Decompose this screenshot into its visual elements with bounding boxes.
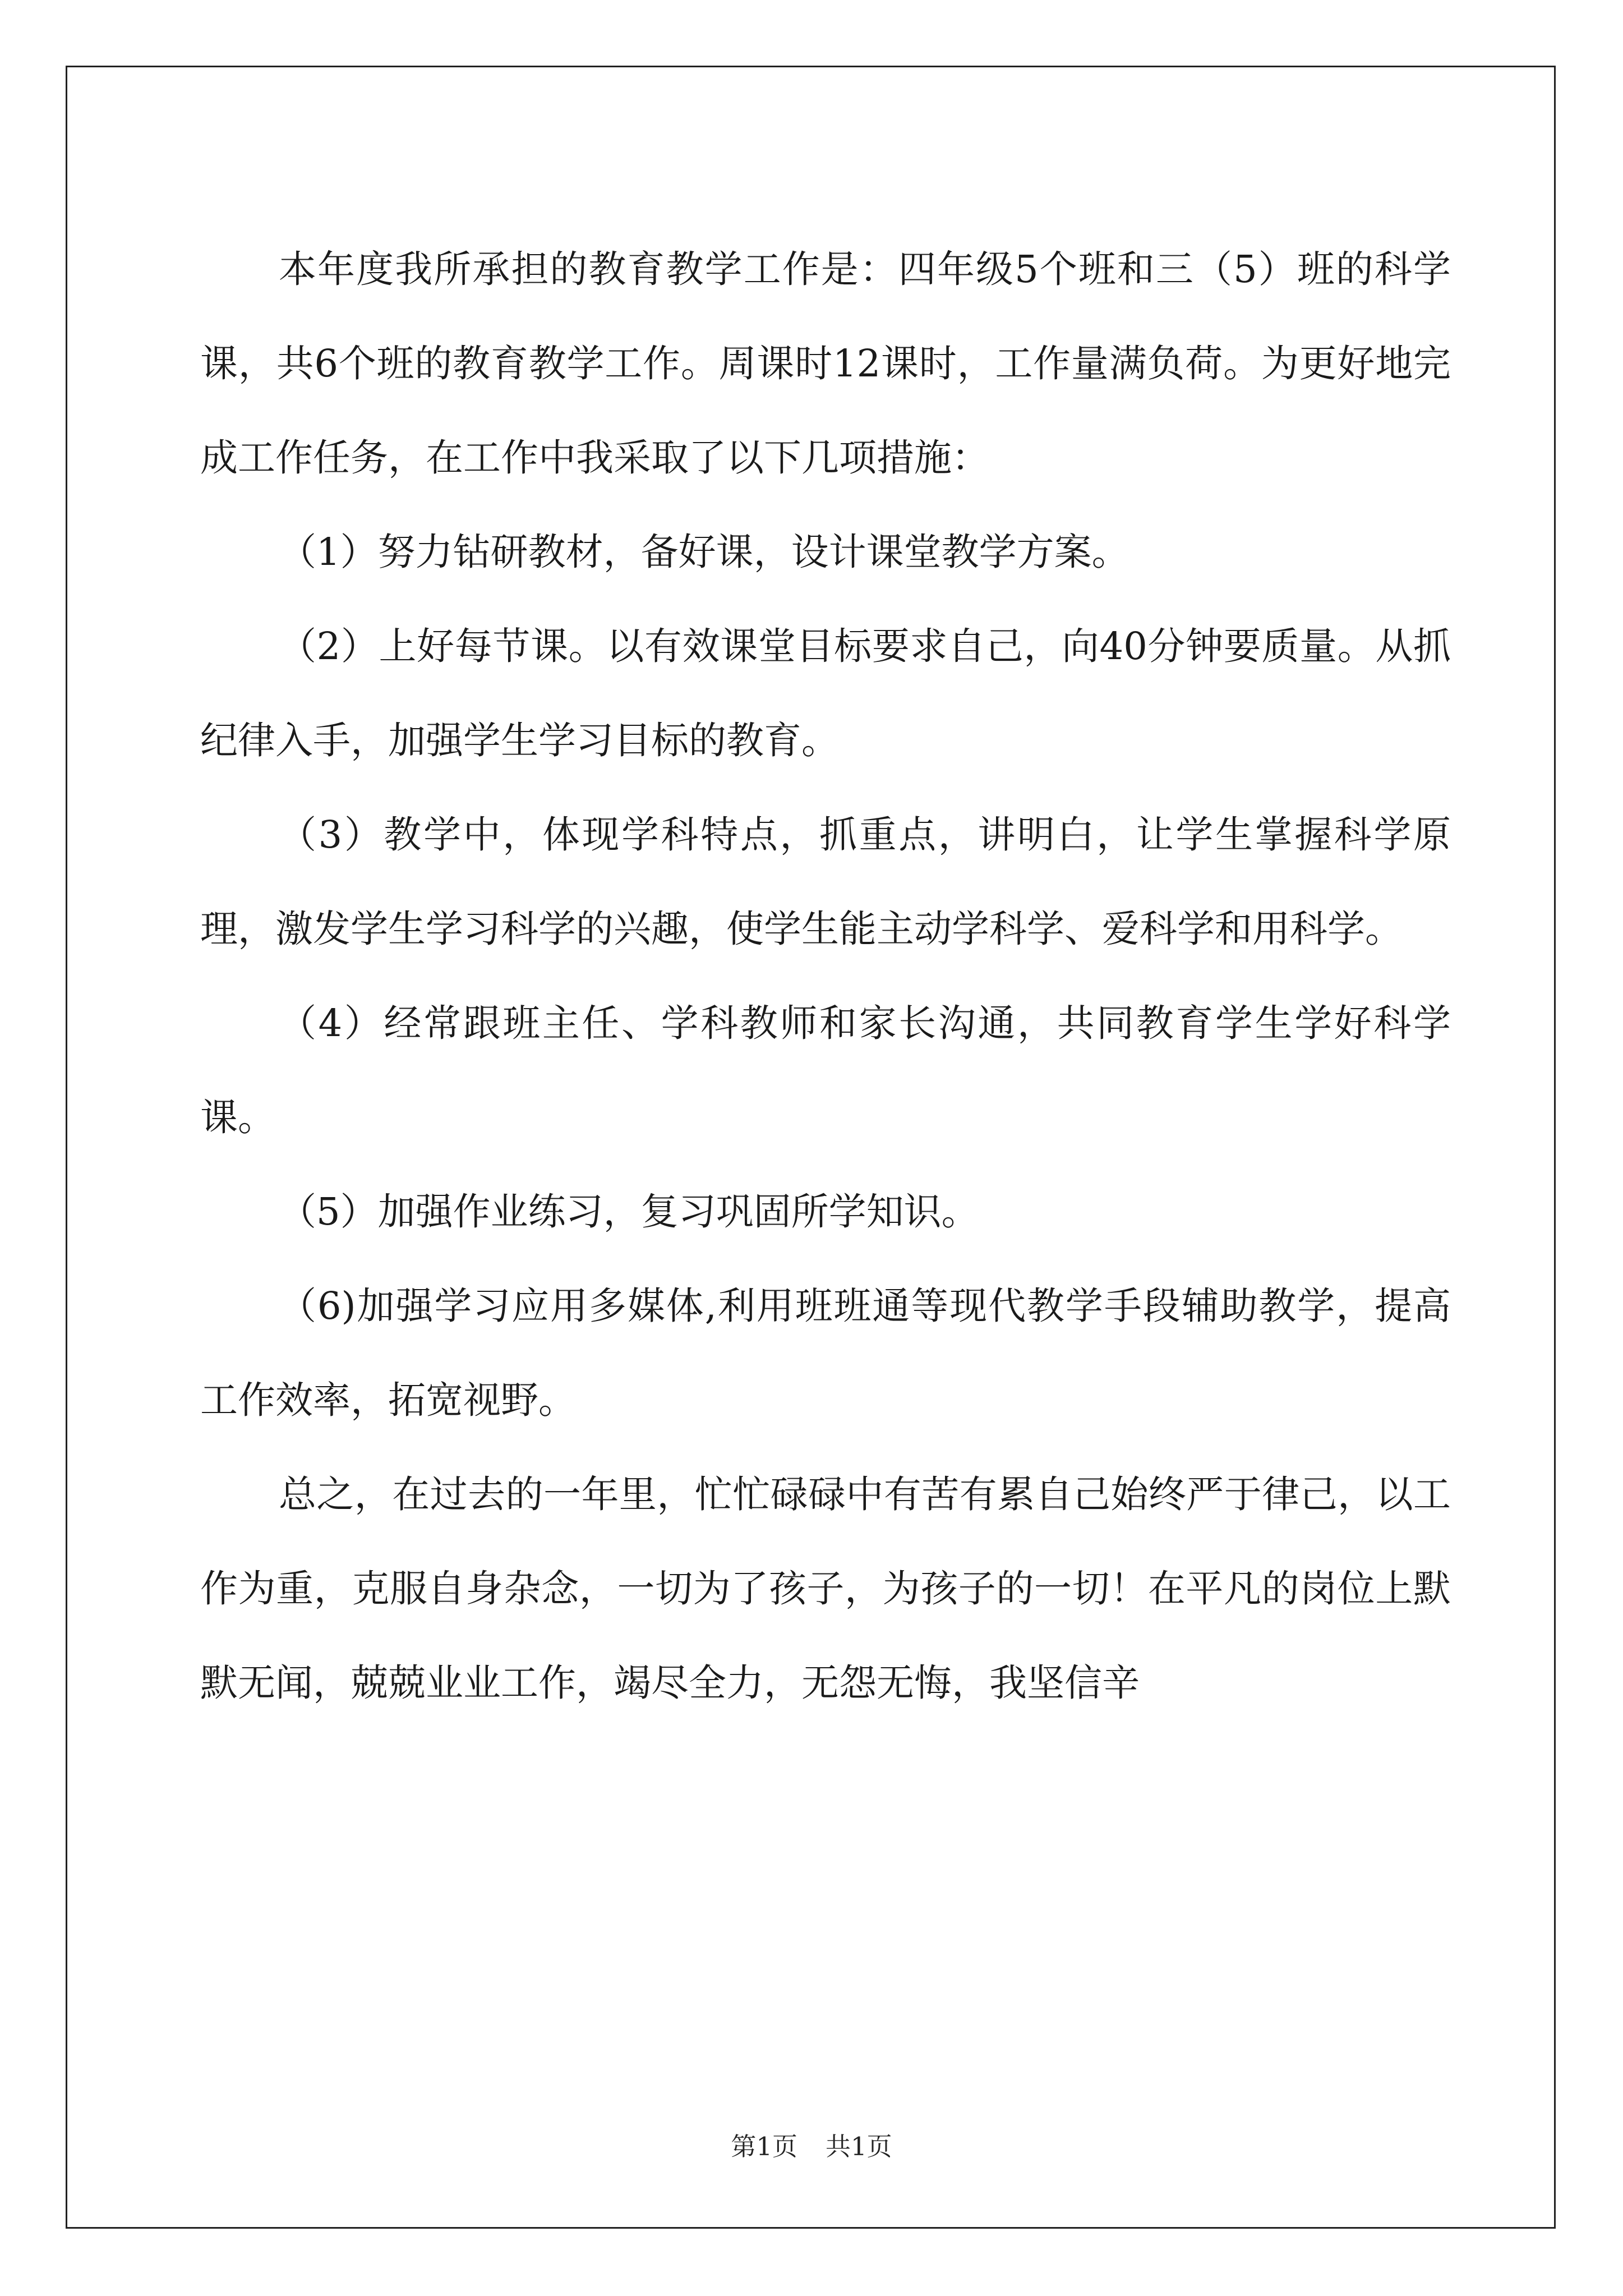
document-body: [200, 222, 1451, 1730]
paragraph-item-4: （4）经常跟班主任、学科教师和家长沟通，共同教育学生学好科学课。: [200, 1001, 1451, 1139]
paragraph-intro: 本年度我所承担的教育教学工作是：四年级5个班和三（5）班的科学课，共6个班的教育教学工作。周课时12课时，工作量满负荷。为更好地完成工作任务，在工作中我采取了以下几项措施：: [200, 247, 1451, 480]
paragraph-item-6: （6)加强学习应用多媒体,利用班班通等现代教学手段辅助教学，提高工作效率，拓宽视野。: [200, 1284, 1451, 1422]
paragraph-item-2: （2）上好每节课。以有效课堂目标要求自己，向40分钟要质量。从抓纪律入手，加强学生学习目标的教育。: [200, 624, 1451, 762]
paragraph-item-1: （1）努力钻研教材，备好课，设计课堂教学方案。: [279, 530, 1129, 574]
paragraph-conclusion: 总之，在过去的一年里，忙忙碌碌中有苦有累自己始终严于律己，以工作为重，克服自身杂念，一切为了孩子，为孩子的一切！在平凡的岗位上默默无闻，兢兢业业工作，竭尽全力，无怨无悔，我坚信辛: [200, 1473, 1451, 1705]
page-footer: [0, 2126, 1623, 2162]
paragraph-item-3: （3）教学中，体现学科特点，抓重点，讲明白，让学生掌握科学原理，激发学生学习科学的兴趣，使学生能主动学科学、爱科学和用科学。: [200, 813, 1451, 951]
page-number: 第1页: [731, 2132, 797, 2161]
paragraph-item-5: （5）加强作业练习，复习巩固所学知识。: [279, 1190, 979, 1234]
page-total: 共1页: [826, 2132, 892, 2161]
